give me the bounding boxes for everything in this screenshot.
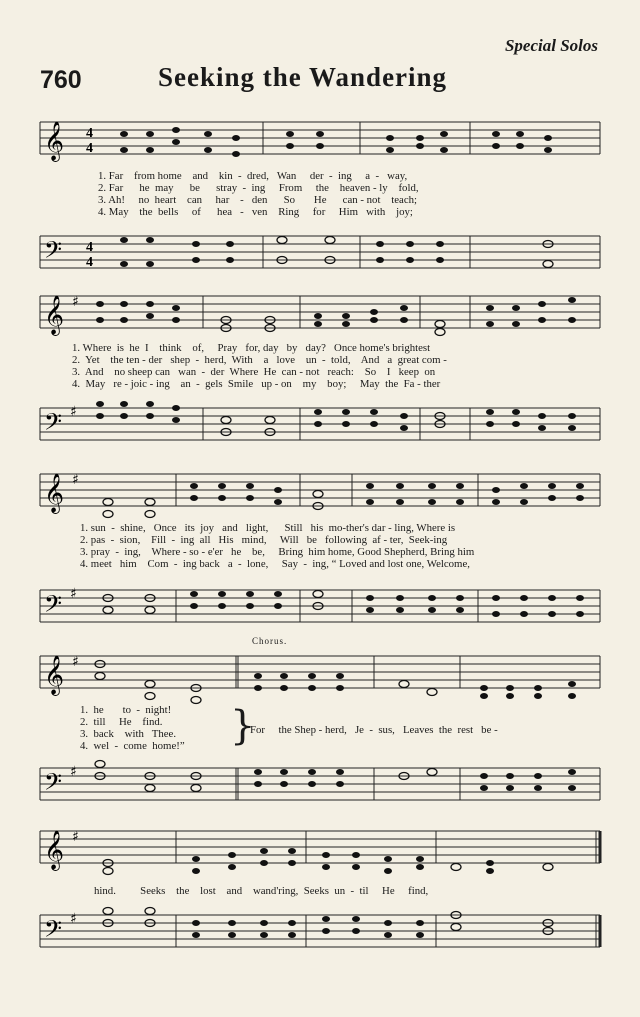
lyric-line: 2. Yet the ten - der shep - herd, With a love un - told, And a great com - xyxy=(72,354,447,366)
staff-treble-2 xyxy=(0,282,640,342)
svg-text:𝄞: 𝄞 xyxy=(44,830,65,870)
staff-treble-5 xyxy=(0,821,640,881)
svg-text:4: 4 xyxy=(86,126,93,141)
lyric-line: 2. pas - sion, Fill - ing all His mind, Will be following af - ter, Seek-ing xyxy=(80,534,448,546)
svg-text:4: 4 xyxy=(86,255,93,270)
lyric-line: 4. May the bells of hea - ven Ring for Him with joy; xyxy=(98,206,413,218)
lyric-line: 1. Far from home and kin - dred, Wan der - ing a - way, xyxy=(98,170,408,182)
music-system-5 xyxy=(0,815,640,985)
music-system-1 xyxy=(0,112,640,282)
svg-text:♯: ♯ xyxy=(72,829,79,845)
lyric-line: 1. sun - shine, Once its joy and light, Still his mo-ther's dar - ling, Where is xyxy=(80,522,456,534)
lyric-line: 1. he to - night! xyxy=(80,704,172,716)
svg-text:♯: ♯ xyxy=(70,764,77,780)
svg-text:𝄢: 𝄢 xyxy=(44,236,63,269)
staff-bass-2 xyxy=(0,394,640,454)
svg-text:♯: ♯ xyxy=(72,654,79,670)
chorus-label: Chorus. xyxy=(252,636,288,646)
lyric-line: 3. And no sheep can wan - der Where He can - not reach: So I keep on xyxy=(72,366,436,378)
staff-bass-5 xyxy=(0,901,640,961)
lyric-line: 3. back with Thee. xyxy=(80,728,177,740)
lyric-line: 4. meet him Com - ing back a - lone, Say - ing, “ Loved and lost one, Welcome, xyxy=(80,558,470,570)
section-label: Special Solos xyxy=(504,36,598,55)
music-system-3 xyxy=(0,452,640,632)
hymn-title: Seeking the Wandering xyxy=(158,62,448,92)
hymn-number: 760 xyxy=(40,66,82,94)
lyric-line: 4. wel - come home!” xyxy=(80,740,185,752)
lyric-line: 2. Far he may be stray - ing From the heaven - ly fold, xyxy=(98,182,419,194)
svg-text:♯: ♯ xyxy=(72,472,79,488)
lyric-line: 2. till He find. xyxy=(80,716,163,728)
lyric-line: hind. Seeks the lost and wand'ring, Seeks un - til He find, xyxy=(94,885,429,897)
svg-text:𝄢: 𝄢 xyxy=(44,768,63,801)
lyric-line: 3. pray - ing, Where - so - e'er he be, Bring him home, Good Shepherd, Bring him xyxy=(80,546,475,558)
staff-treble-1 xyxy=(0,112,640,172)
music-system-2 xyxy=(0,282,640,452)
svg-text:4: 4 xyxy=(86,240,93,255)
lyric-line: 3. Ah! no heart can har - den So He can - not teach; xyxy=(98,194,418,206)
verse-brace: } xyxy=(230,703,256,749)
lyric-line: 1. Where is he I think of, Pray for, day by day? Once home's brightest xyxy=(72,342,431,354)
svg-text:4: 4 xyxy=(86,141,93,156)
svg-text:𝄢: 𝄢 xyxy=(44,915,63,948)
staff-bass-4 xyxy=(0,754,640,814)
svg-text:𝄞: 𝄞 xyxy=(44,655,65,695)
lyric-line: 4. May re - joic - ing an - gels Smile up - on my boy; May the Fa - ther xyxy=(72,378,441,390)
staff-bass-1 xyxy=(0,222,640,282)
music-system-4 xyxy=(0,640,640,815)
svg-text:𝄢: 𝄢 xyxy=(44,408,63,441)
staff-treble-4 xyxy=(0,646,640,706)
svg-text:𝄞: 𝄞 xyxy=(44,121,65,161)
svg-text:♯: ♯ xyxy=(72,294,79,310)
svg-text:♯: ♯ xyxy=(70,586,77,602)
svg-text:𝄢: 𝄢 xyxy=(44,590,63,623)
staff-treble-3 xyxy=(0,464,640,524)
svg-text:♯: ♯ xyxy=(70,911,77,927)
staff-bass-3 xyxy=(0,576,640,636)
svg-text:𝄞: 𝄞 xyxy=(44,473,65,513)
chorus-lyric: For the Shep - herd, Je - sus, Leaves the rest be - xyxy=(250,724,498,736)
svg-text:♯: ♯ xyxy=(70,404,77,420)
svg-text:𝄞: 𝄞 xyxy=(44,295,65,335)
